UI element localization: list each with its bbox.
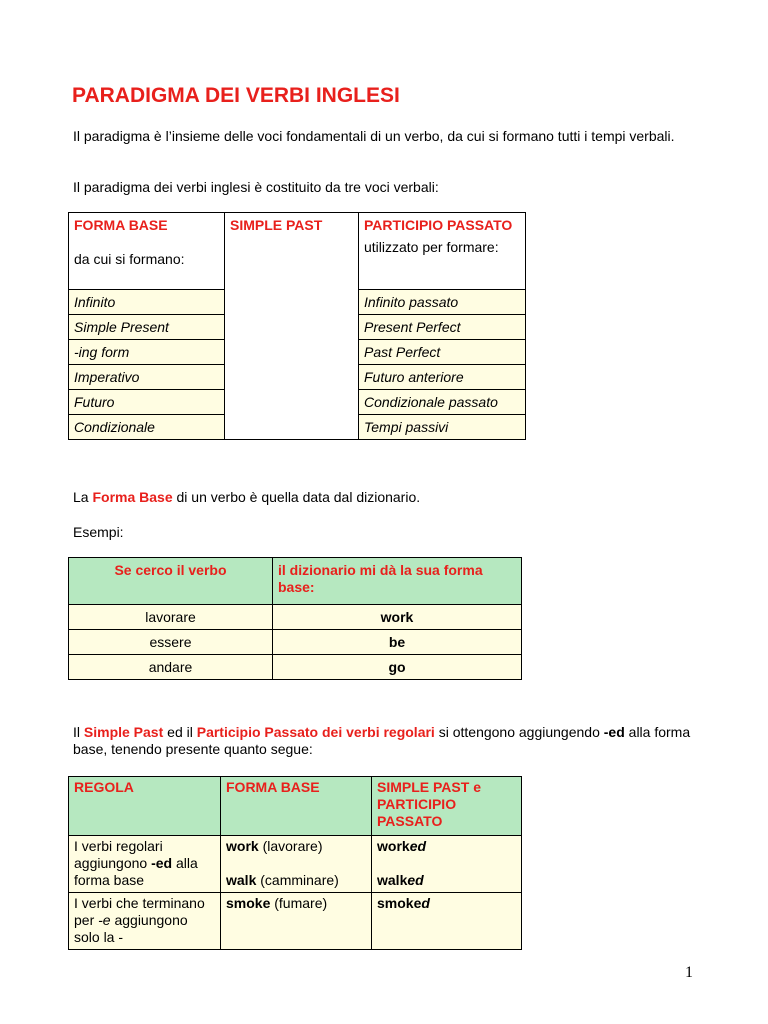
table-cell: Tempi passivi <box>359 415 526 440</box>
table-cell: work <box>273 605 522 630</box>
table-cell: be <box>273 630 522 655</box>
table-cell: andare <box>69 655 273 680</box>
examples-table <box>68 557 522 680</box>
page-number: 1 <box>685 964 693 981</box>
table-cell: I verbi regolari aggiungono -ed alla forma base <box>69 836 221 893</box>
table-header: REGOLA <box>69 777 221 836</box>
rules-table <box>68 776 522 950</box>
table-header: FORMA BASE <box>221 777 372 836</box>
regular-verbs-sentence: Il Simple Past ed il Participio Passato dei verbi regolari si ottengono aggiungendo -ed alla forma base, tenendo presente quanto segue: <box>73 724 691 757</box>
participio-header: PARTICIPIO PASSATO utilizzato per formare: <box>359 213 526 290</box>
intro-paragraph: Il paradigma è l’insieme delle voci fondamentali di un verbo, da cui si formano tutti i tempi verbali. <box>73 128 675 144</box>
table-cell: smoke (fumare) <box>221 893 372 950</box>
table-cell: smoked <box>372 893 522 950</box>
table-header: Se cerco il verbo <box>69 558 273 605</box>
intro-paragraph-2: Il paradigma dei verbi inglesi è costituito da tre voci verbali: <box>73 179 439 195</box>
table-cell: Imperativo <box>69 365 225 390</box>
page-title: PARADIGMA DEI VERBI INGLESI <box>72 84 400 107</box>
paradigm-table <box>68 212 526 440</box>
simple-past-header: SIMPLE PAST <box>225 213 359 440</box>
forma-base-sentence: La Forma Base di un verbo è quella data dal dizionario. <box>73 489 421 505</box>
table-header: il dizionario mi dà la sua forma base: <box>273 558 522 605</box>
table-cell: Infinito passato <box>359 290 526 315</box>
table-cell: Futuro <box>69 390 225 415</box>
table-cell: -ing form <box>69 340 225 365</box>
table-cell: Present Perfect <box>359 315 526 340</box>
table-cell: Infinito <box>69 290 225 315</box>
table-cell: essere <box>69 630 273 655</box>
table-cell: I verbi che terminano per -e aggiungono solo la - <box>69 893 221 950</box>
forma-base-header: FORMA BASE da cui si formano: <box>69 213 225 290</box>
table-cell: Futuro anteriore <box>359 365 526 390</box>
table-cell: Past Perfect <box>359 340 526 365</box>
table-header: SIMPLE PAST e PARTICIPIO PASSATO <box>372 777 522 836</box>
esempi-label: Esempi: <box>73 524 124 540</box>
table-cell: go <box>273 655 522 680</box>
table-cell: Condizionale passato <box>359 390 526 415</box>
table-cell: worked walked <box>372 836 522 893</box>
table-cell: work (lavorare) walk (camminare) <box>221 836 372 893</box>
table-cell: Condizionale <box>69 415 225 440</box>
table-cell: lavorare <box>69 605 273 630</box>
table-cell: Simple Present <box>69 315 225 340</box>
